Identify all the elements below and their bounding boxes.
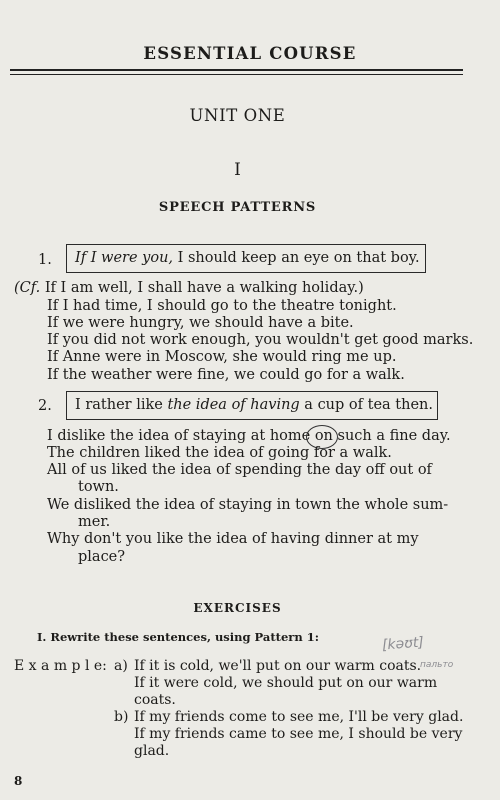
pattern-2-number: 2. xyxy=(38,398,52,414)
running-header: ESSENTIAL COURSE xyxy=(143,44,357,63)
pattern-1-example: If Anne were in Moscow, she would ring me up. xyxy=(47,349,397,365)
pattern-2-example-cont: town. xyxy=(78,479,119,495)
pattern-2-example: Why don't you like the idea of having dinner at my xyxy=(47,531,419,547)
pattern-2-example: The children liked the idea of going for a walk. xyxy=(47,445,392,461)
header-rule-thick xyxy=(10,69,463,71)
handwritten-note: пальто xyxy=(420,660,454,670)
pattern-1-example: If I had time, I should go to the theatre tonight. xyxy=(47,298,397,314)
example-label: E x a m p l e: xyxy=(14,658,107,674)
handwritten-transcription: [kəʊt] xyxy=(381,634,425,654)
pattern-1-rest: I should keep an eye on that boy. xyxy=(173,250,420,266)
example-a-line: coats. xyxy=(134,692,176,708)
pattern-1-italic: If I were you, xyxy=(75,250,174,266)
header-rule-thin xyxy=(10,74,463,75)
example-a-line: If it is cold, we'll put on our warm coats. xyxy=(134,658,422,674)
pattern-1-example: If I am well, I shall have a walking holiday.) xyxy=(44,280,364,296)
example-b-line: If my friends come to see me, I'll be very glad. xyxy=(134,709,464,725)
example-b-line: glad. xyxy=(134,743,170,759)
unit-title: UNIT ONE xyxy=(189,106,286,125)
pattern-2-box xyxy=(66,391,438,420)
pattern-1-cf-line xyxy=(14,280,364,297)
pattern-2-example-cont: mer. xyxy=(78,514,111,530)
example-a-label: a) xyxy=(114,658,128,674)
pattern-2-example-cont: place? xyxy=(78,549,126,565)
example-b-line: If my friends came to see me, I should be very xyxy=(134,726,463,742)
pattern-1-example: If we were hungry, we should have a bite. xyxy=(47,315,354,331)
pattern-2-example: All of us liked the idea of spending the day off out of xyxy=(47,462,432,478)
pattern-2-after: a cup of tea then. xyxy=(299,397,433,413)
page-number: 8 xyxy=(14,774,23,788)
pattern-1-number: 1. xyxy=(38,252,52,268)
pattern-1-example: If the weather were fine, we could go for a walk. xyxy=(47,367,405,383)
pattern-2-before: I rather like xyxy=(75,397,168,413)
cf-prefix: (Cf. xyxy=(14,280,41,296)
pattern-2-italic: the idea of having xyxy=(167,397,300,413)
task-1-instruction: I. Rewrite these sentences, using Pattern 1: xyxy=(37,630,319,644)
part-number: I xyxy=(234,160,241,180)
pattern-2-example: I dislike the idea of staying at home on such a fine day. xyxy=(47,428,451,444)
pattern-1-example: If you did not work enough, you wouldn't get good marks. xyxy=(47,332,474,348)
pattern-1-box xyxy=(66,244,426,273)
section-heading: SPEECH PATTERNS xyxy=(158,200,317,215)
exercises-heading: EXERCISES xyxy=(193,601,282,615)
example-b-label: b) xyxy=(114,709,129,725)
example-a-line: If it were cold, we should put on our warm xyxy=(134,675,438,691)
pattern-2-example: We disliked the idea of staying in town the whole sum- xyxy=(47,497,449,513)
